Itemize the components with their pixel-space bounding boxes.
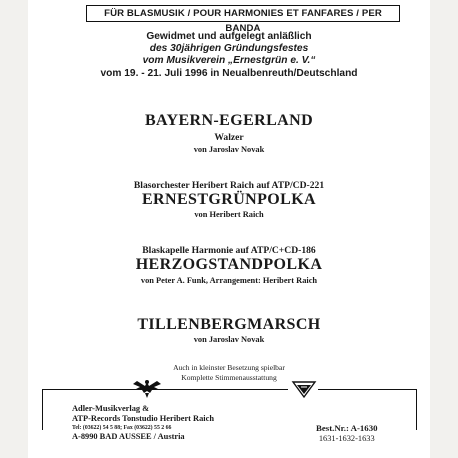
piece-3-credit: von Peter A. Funk, Arrangement: Heribert Raich (140, 276, 318, 285)
dedication-line-3: vom Musikverein „Ernestgrün e. V.“ (142, 55, 316, 66)
catalog-block (316, 424, 378, 443)
dedication-line-2: des 30jährigen Gründungsfestes (149, 43, 309, 54)
piece-4-credit: von Jaroslav Novak (193, 335, 265, 344)
publisher-block (72, 404, 214, 442)
piece-2-title: ERNESTGRÜNPOLKA (141, 191, 317, 208)
dedication-line-1: Gewidmet und aufgelegt anläßlich (146, 31, 312, 42)
publisher-address: A-8990 BAD AUSSEE / Austria (72, 432, 185, 441)
piece-3-recording: Blaskapelle Harmonie auf ATP/C+CD-186 (142, 245, 316, 256)
catalog-numbers: 1631-1632-1633 (318, 433, 375, 443)
piece-2-credit: von Heribert Raich (194, 210, 264, 219)
publisher-phone: Tel: (03622) 54 5 88; Fax (03622) 55 2 66 (72, 425, 172, 431)
dedication-line-4: vom 19. - 21. Juli 1996 in Neualbenreuth/Deutschland (100, 68, 358, 79)
note-line-1: Auch in kleinster Besetzung spielbar (173, 363, 285, 372)
piece-4-title: TILLENBERGMARSCH (137, 316, 321, 333)
footer-divider (152, 389, 288, 390)
piece-1-subtitle: Walzer (214, 132, 244, 143)
catalog-bestnr: Best.Nr.: A-1630 (316, 423, 378, 433)
piece-3-title: HERZOGSTANDPOLKA (135, 256, 323, 273)
piece-2-recording: Blasorchester Heribert Raich auf ATP/CD-221 (133, 180, 325, 191)
sheet-music-cover (28, 0, 430, 458)
publisher-line-1: Adler-Musikverlag & (72, 404, 150, 413)
publisher-line-2: ATP-Records Tonstudio Heribert Raich (72, 414, 214, 423)
piece-1-credit: von Jaroslav Novak (193, 145, 265, 154)
header-banner: FÜR BLASMUSIK / POUR HARMONIES ET FANFARES / PER BANDA (86, 5, 400, 22)
note-line-2: Komplette Stimmenausstattung (181, 373, 277, 382)
piece-1-title: BAYERN-EGERLAND (144, 112, 314, 129)
atp-records-logo (291, 379, 317, 404)
